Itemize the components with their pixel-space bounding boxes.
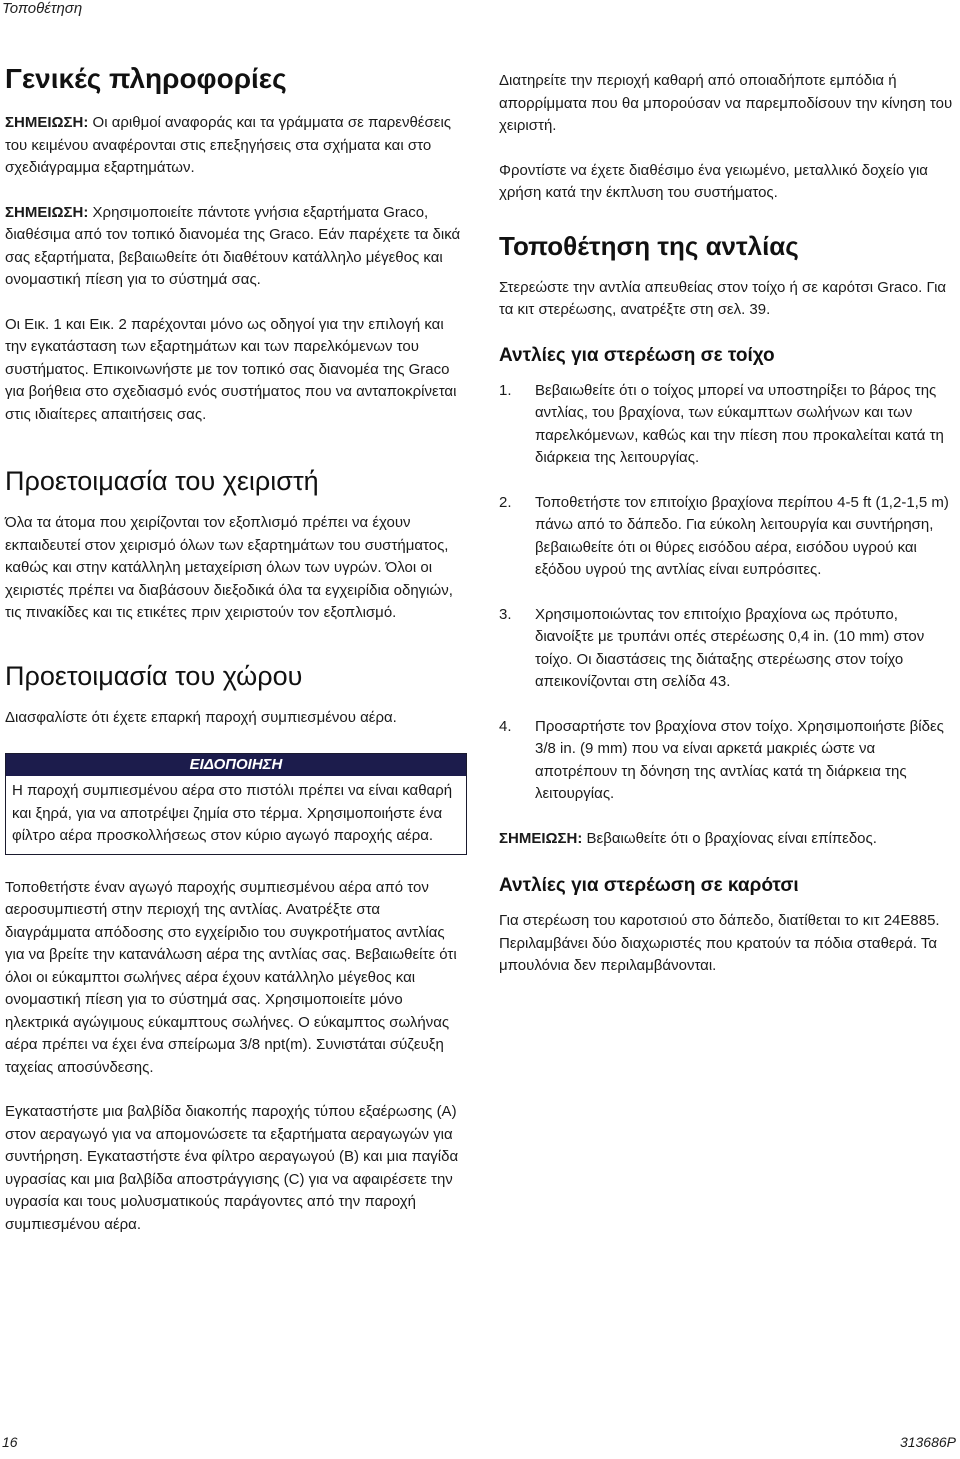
site-paragraph: Διασφαλίστε ότι έχετε επαρκή παροχή συμπιεσμένου αέρα. [5, 708, 397, 726]
pump-mounting-paragraph: Στερεώστε την αντλία απευθείας στον τοίχο ή σε καρότσι Graco. Για τα κιτ στερέωσης, ανατρέξτε στη σελ. 39. [499, 278, 947, 318]
operator-paragraph: Όλα τα άτομα που χειρίζονται τον εξοπλισμό πρέπει να έχουν εκπαιδευτεί στον χειρισμό όλων των εξαρτημάτων του συστήματος, καθώς και στην κατάλληλη μεταχείριση όλων των υγρών. Όλοι οι χειριστές πρέπει να διαβάσουν διεξοδικά όλα τα εγχειρίδια οδηγιών, τις πινακίδες και τις ετικέτες πριν χειριστούν τον εξοπλισμό. [5, 514, 453, 621]
page-number: 16 [2, 1434, 18, 1450]
note-label: ΣΗΜΕΙΩΣΗ: [499, 829, 583, 847]
step-text: Βεβαιωθείτε ότι ο τοίχος μπορεί να υποστηρίξει το βάρος της αντλίας, του βραχίονα, των εύκαμπτων σωλήνων και των παρελκόμενων, καθώς και την πίεση που προκαλείται κατά τη διάρκεια της λειτουργίας. [535, 381, 944, 466]
cart-mount-paragraph: Για στερέωση του καροτσιού στο δάπεδο, διατίθεται το κιτ 24E885. Περιλαμβάνει δύο διαχωριστές που κρατούν τα πόδια σταθερά. Τα μπουλόνια δεν περιλαμβάνονται. [499, 912, 940, 974]
note-text: Οι αριθμοί αναφοράς και τα γράμματα σε παρενθέσεις του κειμένου αναφέρονται στις επεξηγήσεις στα σχήματα και στο σχεδιάγραμμα εξαρτημάτων. [5, 114, 452, 176]
document-code: 313686P [899, 1434, 956, 1450]
step-item [499, 604, 959, 694]
note-text: Βεβαιωθείτε ότι ο βραχίονας είναι επίπεδος. [582, 829, 877, 847]
note-genuine-parts [5, 202, 467, 292]
step-text: Χρησιμοποιώντας τον επιτοίχιο βραχίονα ως πρότυπο, διανοίξτε με τρυπάνι οπές στερέωσης 0,4 in. (10 mm) στον τοίχο. Οι διαστάσεις της διάταξης στερέωσης στον τοίχο απεικονίζονται στη σελίδα 43. [535, 605, 925, 690]
clear-area-paragraph: Διατηρείτε την περιοχή καθαρή από οποιαδήποτε εμπόδια ή απορρίμματα που θα μπορούσαν να παρεμποδίσουν την κίνηση του χειριστή. [499, 72, 953, 134]
grounded-container-paragraph: Φροντίστε να έχετε διαθέσιμο ένα γειωμένο, μεταλλικό δοχείο για χρήση κατά την έκπλυση του συστήματος. [499, 161, 928, 201]
step-number: 2. [499, 493, 512, 511]
heading-wall-mount: Αντλίες για στερέωση σε τοίχο [499, 344, 775, 366]
valve-paragraph: Εγκαταστήστε μια βαλβίδα διακοπής παροχής τύπου εξαέρωσης (A) στον αεραγωγό για να απομονώσετε τα εξαρτήματα αεραγωγών για συντήρηση. Εγκαταστήστε ένα φίλτρο αεραγωγού (B) και μια παγίδα υγρασίας και μια βαλβίδα αποστράγγισης (C) για να αφαιρέσετε την υγρασία και τους μολυσματικούς παράγοντες από την παροχή συμπιεσμένου αέρα. [5, 1103, 459, 1233]
step-number: 4. [499, 717, 512, 735]
note-label: ΣΗΜΕΙΩΣΗ: [5, 203, 89, 221]
note-bracket-level [499, 828, 959, 851]
step-text: Τοποθετήστε τον επιτοίχιο βραχίονα περίπου 4-5 ft (1,2-1,5 m) πάνω από το δάπεδο. Για εύκολη λειτουργία και συντήρηση, βεβαιωθείτε ότι οι θύρες εισόδου αέρα, εισόδου υγρού και εξόδου υγρού της αντλίας είναι ευπρόσιτες. [535, 493, 949, 578]
step-number: 3. [499, 605, 512, 623]
note-reference-numbers [5, 112, 467, 180]
warning-text: Η παροχή συμπιεσμένου αέρα στο πιστόλι πρέπει να είναι καθαρή και ξηρά, για να αποτρέψει ζημία στο τέρμα. Χρησιμοποιήστε ένα φίλτρο αέρα προσκολλήσεως στον κύριο αγωγό παροχής αέρα. [12, 782, 453, 844]
left-column [5, 60, 467, 1236]
note-text: Χρησιμοποιείτε πάντοτε γνήσια εξαρτήματα Graco, διαθέσιμα από τον τοπικό διανομέα της Graco. Εάν παρέχετε τα δικά σας εξαρτήματα, βεβαιωθείτε ότι διαθέτουν κατάλληλο μέγεθος και ονομαστική πίεση για το σύστημά σας. [5, 203, 461, 288]
warning-title: ΕΙΔΟΠΟΙΗΣΗ [6, 754, 466, 776]
step-item [499, 380, 959, 470]
step-item [499, 716, 959, 806]
heading-cart-mount: Αντλίες για στερέωση σε καρότσι [499, 875, 799, 896]
step-text: Προσαρτήστε τον βραχίονα στον τοίχο. Χρησιμοποιήστε βίδες 3/8 in. (9 mm) που να είναι αρκετά μακριές ώστε να αποτρέπουν τη δόνηση της αντλίας κατά τη διάρκεια της λειτουργίας. [535, 717, 944, 802]
step-item [499, 492, 959, 582]
heading-pump-mounting: Τοποθέτηση της αντλίας [499, 230, 799, 261]
section-header: Τοποθέτηση [2, 0, 83, 17]
heading-operator-prep: Προετοιμασία του χειριστή [5, 466, 319, 496]
figures-paragraph: Οι Εικ. 1 και Εικ. 2 παρέχονται μόνο ως οδηγοί για την επιλογή και την εγκατάσταση των εξαρτημάτων και των παρελκόμενων του συστήματος. Επικοινωνήστε με τον τοπικό σας διανομέα της Graco για βοήθεια στο σχεδιασμό ενός συστήματος που να ανταποκρίνεται στις ιδιαίτερες απαιτήσεις σας. [5, 315, 457, 423]
note-label: ΣΗΜΕΙΩΣΗ: [5, 114, 89, 131]
heading-general-info: Γενικές πληροφορίες [5, 63, 287, 94]
heading-site-prep: Προετοιμασία του χώρου [5, 660, 303, 691]
step-number: 1. [499, 381, 512, 399]
air-supply-paragraph: Τοποθετήστε έναν αγωγό παροχής συμπιεσμένου αέρα από τον αεροσυμπιεστή στην περιοχή της αντλίας. Ανατρέξτε στα διαγράμματα απόδοσης στο εγχείριδιο του συγκροτήματος αντλίας για να βρείτε την κατανάλωση αέρα της αντλίας σας. Βεβαιωθείτε ότι όλοι οι εύκαμπτοι σωλήνες αέρα έχουν κατάλληλο μέγεθος και ονομαστική πίεση για το σύστημά σας. Χρησιμοποιείτε μόνο ηλεκτρικά αγώγιμους εύκαμπτους σωλήνες. Ο εύκαμπτος σωλήνας αέρα πρέπει να έχει ένα σπείρωμα 3/8 npt(m). Συνιστάται σύζευξη ταχείας αποσύνδεσης. [5, 878, 457, 1076]
wall-mount-steps [499, 380, 959, 806]
right-column [499, 70, 959, 978]
warning-box [5, 753, 467, 855]
